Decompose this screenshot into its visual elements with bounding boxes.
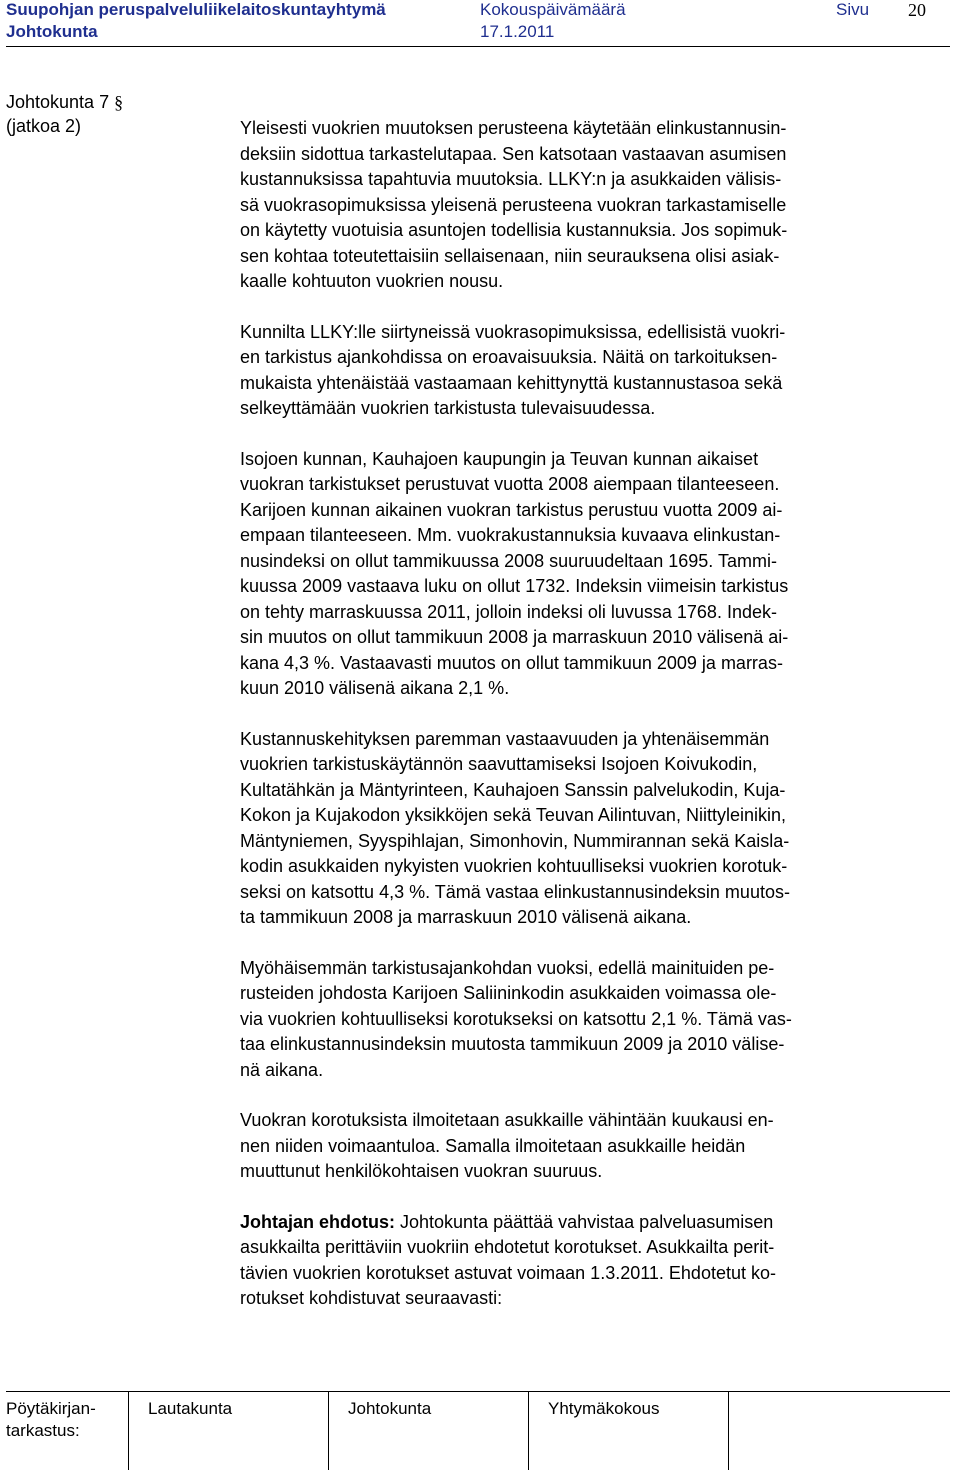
text-line: kuun 2010 välisenä aikana 2,1 %.	[240, 678, 510, 698]
text-line: Isojoen kunnan, Kauhajoen kaupungin ja Teuvan kunnan aikaiset	[240, 448, 759, 469]
board-name: Johtokunta	[6, 22, 98, 41]
section-sidebar	[6, 90, 123, 138]
text-line: Yleisesti vuokrien muutoksen perusteena käytetään elinkustannusin-	[240, 118, 787, 138]
text-line: kodin asukkaiden nykyisten vuokrien kohtuulliseksi vuokrien korotuk-	[240, 856, 788, 876]
paragraph-4	[240, 727, 924, 931]
meeting-date-label: Kokouspäivämäärä	[480, 0, 626, 19]
paragraph-5	[240, 956, 924, 1084]
text-line: Vuokran korotuksista ilmoitetaan asukkaille vähintään kuukausi en-	[240, 1110, 774, 1130]
paragraph-6	[240, 1108, 924, 1185]
text-line	[240, 1210, 924, 1236]
text-line: nä aikana.	[240, 1059, 324, 1080]
section-mark: §	[114, 92, 124, 112]
text-line: Karijoen kunnan aikainen vuokran tarkistus perustuu vuotta 2009 ai-	[240, 499, 783, 520]
text-line: Kokon ja Kujakodon yksikköjen sekä Teuvan Ailintuvan, Niittyleinikin,	[240, 805, 786, 825]
text-line: via vuokrien kohtuulliseksi korotukseksi on katsottu 2,1 %. Tämä vas-	[240, 1008, 792, 1029]
text-line: rotukset kohdistuvat seuraavasti:	[240, 1288, 503, 1308]
text-line: vuokran tarkistukset perustuvat vuotta 2008 aiempaan tilanteeseen.	[240, 474, 780, 494]
organization-name: Suupohjan peruspalveluliikelaitoskuntayhtymä	[6, 0, 386, 19]
page-footer	[6, 1391, 950, 1470]
section-title: Johtokunta 7	[6, 92, 110, 112]
director-proposal	[240, 1210, 924, 1312]
text-line: asukkailta perittäviin vuokriin ehdotetut korotukset. Asukkailta perit-	[240, 1237, 775, 1257]
text-line: kustannuksissa tapahtuvia muutoksia. LLKY:n ja asukkaiden välisis-	[240, 169, 782, 189]
text-line: Mäntyniemen, Syyspihlajan, Simonhovin, Nummirannan sekä Kaisla-	[240, 830, 790, 851]
text-line: seksi on katsottu 4,3 %. Tämä vastaa elinkustannusindeksin muutos-	[240, 881, 790, 902]
text-line: sin muutos on ollut tammikuun 2008 ja marraskuun 2010 välisenä ai-	[240, 627, 789, 647]
paragraph-1	[240, 116, 924, 295]
footer-board-committee: Lautakunta	[148, 1399, 233, 1418]
text-line: muuttunut henkilökohtaisen vuokran suuruus.	[240, 1161, 603, 1181]
text-line: mukaista yhtenäistää vastaamaan kehittynyttä kustannustasoa sekä	[240, 372, 783, 393]
text-line: Myöhäisemmän tarkistusajankohdan vuoksi, edellä mainituiden pe-	[240, 957, 775, 978]
footer-divider	[528, 1392, 529, 1470]
paragraph-2	[240, 320, 924, 422]
review-label-line2: tarkastus:	[6, 1421, 80, 1440]
text-line: on tehty marraskuussa 2011, jolloin indeksi oli luvussa 1768. Indek-	[240, 601, 777, 622]
text-line: kuussa 2009 vastaava luku on ollut 1732. Indeksin viimeisin tarkistus	[240, 576, 789, 596]
footer-board-assembly: Yhtymäkokous	[548, 1399, 660, 1418]
text-line: Kustannuskehityksen paremman vastaavuuden ja yhtenäisemmän	[240, 728, 770, 749]
text-line: nusindeksi on ollut tammikuussa 2008 suuruudeltaan 1695. Tammi-	[240, 550, 777, 571]
text-line: kana 4,3 %. Vastaavasti muutos on ollut tammikuun 2009 ja marras-	[240, 652, 783, 673]
review-label-line1: Pöytäkirjan-	[6, 1399, 96, 1418]
text-line: en tarkistus ajankohdissa on eroavaisuuksia. Näitä on tarkoituksen-	[240, 347, 778, 367]
section-heading	[6, 90, 123, 114]
text-line: empaan tilanteeseen. Mm. vuokrakustannuksia kuvaava elinkustan-	[240, 525, 781, 545]
text-line: selkeyttämään vuokrien tarkistusta tulevaisuudessa.	[240, 398, 656, 418]
text-line: rusteiden johdosta Karijoen Saliininkodin asukkaiden voimassa ole-	[240, 983, 777, 1003]
footer-divider	[328, 1392, 329, 1470]
text-line: Kultatähkän ja Mäntyrinteen, Kauhajoen Sanssin palvelukodin, Kuja-	[240, 779, 786, 800]
text-line: kaalle kohtuuton vuokrien nousu.	[240, 271, 504, 291]
document-body	[240, 116, 924, 1312]
text-line: vuokrien tarkistuskäytännön saavuttamiseksi Isojoen Koivukodin,	[240, 754, 758, 774]
meeting-date: 17.1.2011	[480, 22, 555, 41]
text-line: ta tammikuun 2008 ja marraskuun 2010 välisenä aikana.	[240, 907, 692, 927]
page-header	[6, 0, 950, 47]
page-number: 20	[908, 0, 926, 20]
text-line: tävien vuokrien korotukset astuvat voimaan 1.3.2011. Ehdotetut ko-	[240, 1262, 776, 1283]
text-line: deksiin sidottua tarkastelutapaa. Sen katsotaan vastaavan asumisen	[240, 143, 787, 164]
text-line: sä vuokrasopimuksissa yleisenä perusteena vuokran tarkastamiselle	[240, 194, 787, 215]
page-label: Sivu	[836, 0, 870, 19]
text-line: nen niiden voimaantuloa. Samalla ilmoitetaan asukkaille heidän	[240, 1135, 746, 1156]
proposal-first-line: Johtokunta päättää vahvistaa palveluasumisen	[395, 1211, 774, 1232]
continued-label: (jatkoa 2)	[6, 116, 82, 136]
text-line: Kunnilta LLKY:lle siirtyneissä vuokrasopimuksissa, edellisistä vuokri-	[240, 321, 786, 342]
footer-divider	[128, 1392, 129, 1470]
footer-divider	[728, 1392, 729, 1470]
footer-board-executive: Johtokunta	[348, 1399, 432, 1418]
text-line: on käytetty vuotuisia asuntojen todellisia kustannuksia. Jos sopimuk-	[240, 220, 788, 240]
paragraph-3	[240, 447, 924, 702]
text-line: taa elinkustannusindeksin muutosta tammikuun 2009 ja 2010 välise-	[240, 1034, 785, 1054]
text-line: sen kohtaa toteutettaisiin sellaisenaan, niin seurauksena olisi asiak-	[240, 245, 780, 266]
proposal-label: Johtajan ehdotus:	[240, 1211, 396, 1232]
